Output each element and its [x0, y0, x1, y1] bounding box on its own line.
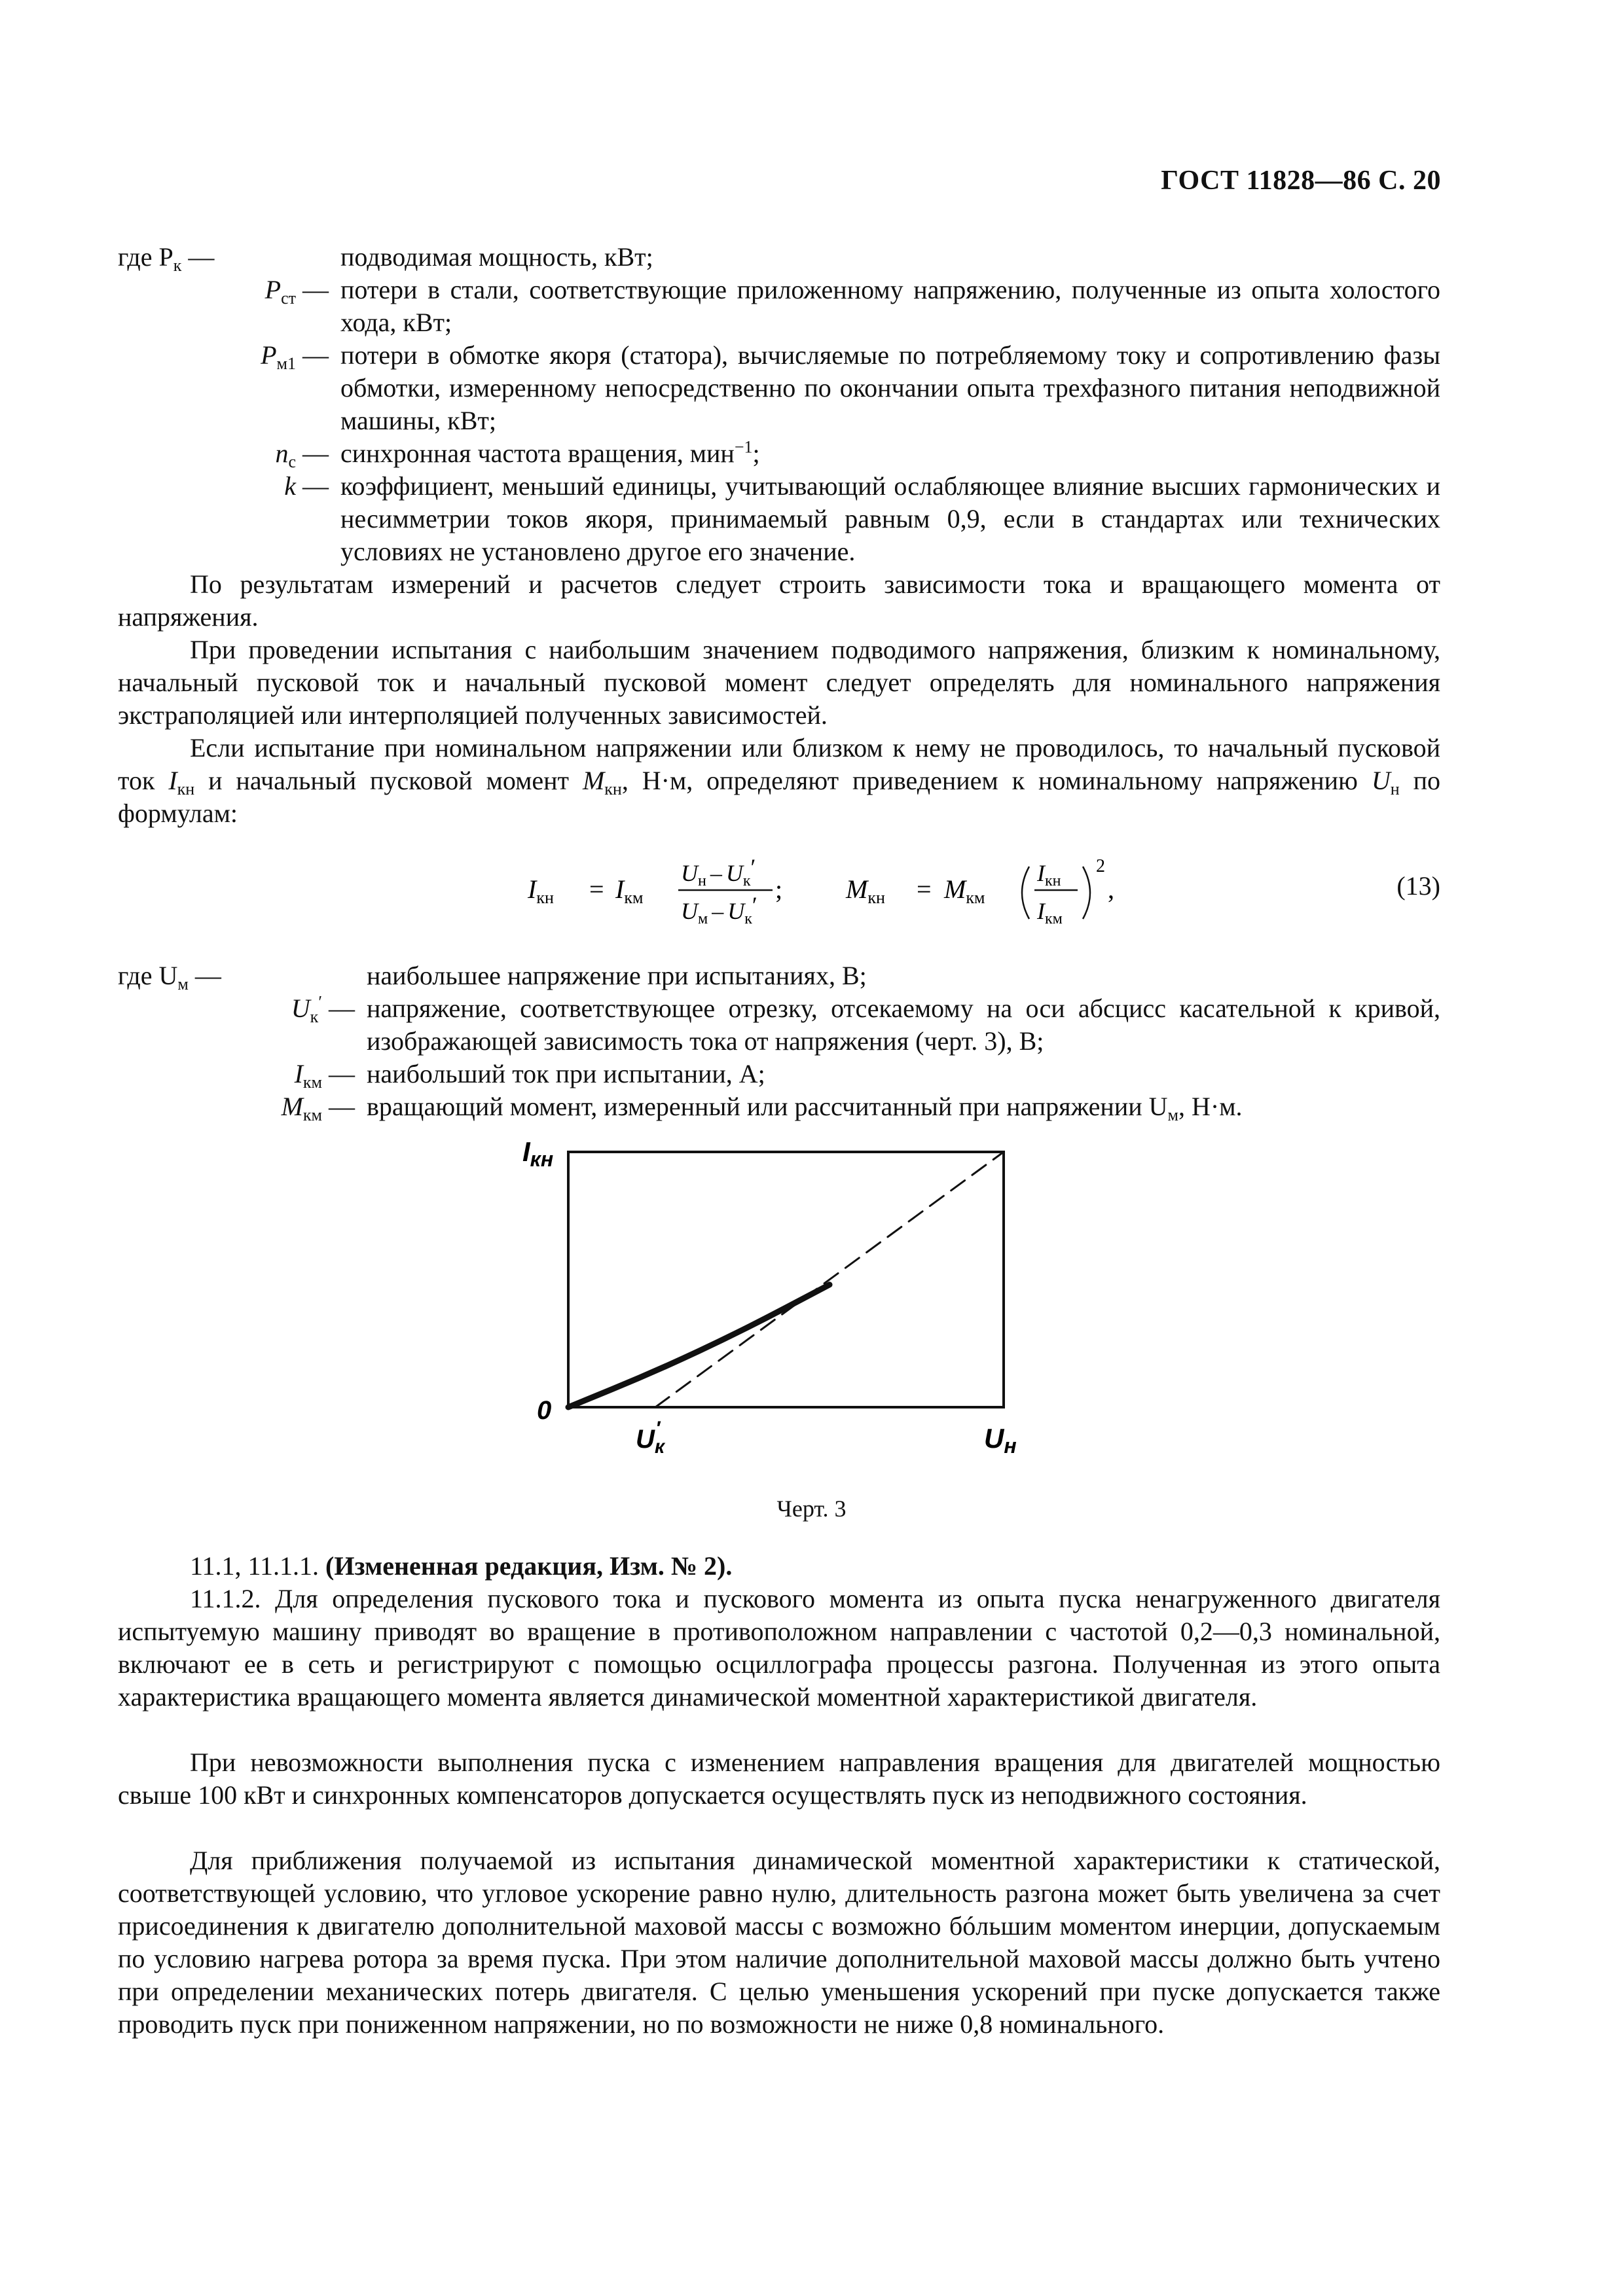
definition-row	[118, 339, 1440, 437]
definition-text: напряжение, соответствующее отрезку, отсекаемому на оси абсцисс касательной к кривой, изображающей зависимость тока от напряжения (черт. 3), В;	[367, 994, 1440, 1056]
chart-3	[517, 1132, 1041, 1473]
paragraph-test-max-voltage: При проведении испытания с наибольшим значением подводимого напряжения, близким к номинальному, начальный пусковой ток и начальный пусковой момент следует определять для номинального напряжения экстраполяцией или интерполяцией полученных зависимостей.	[118, 635, 1440, 730]
svg-text:2: 2	[1096, 856, 1105, 876]
tangent-line-dashed	[655, 1152, 1004, 1407]
definition-term: где $P_к$ —	[118, 242, 215, 275]
paragraph-amendment: 11.1, 11.1.1. (Измененная редакция, Изм. № 2).	[190, 1551, 733, 1581]
paragraph-flywheel: Для приближения получаемой из испытания динамической моментной характеристики к статической, соответствующей условию, что угловое ускорение равно нулю, длительность разгона может быть увеличена за счет присоединения к двигателю дополнительной маховой массы с возможно бóльшим моментом инерции, допускаемым по условию нагрева ротора за время пуска. При этом наличие дополнительной маховой массы должно быть учтено при определении механических потерь двигателя. С целью уменьшения ускорений при пуске допускается также проводить пуск при пониженном напряжении, но по возможности не ниже 0,8 номинального.	[118, 1846, 1440, 2039]
definition-text: синхронная частота вращения, мин$^{-1}$;	[340, 437, 760, 468]
definition-row	[118, 241, 1440, 274]
figure-caption: Черт. 3	[776, 1496, 847, 1522]
definition-row	[118, 960, 1440, 992]
definition-term: $M_{км}$ —	[281, 1092, 355, 1124]
formula-graphic	[118, 842, 1440, 940]
svg-text:=: =	[589, 874, 604, 904]
series-layer	[568, 1152, 1004, 1407]
definition-term: $I_{км}$ —	[294, 1059, 355, 1092]
definitions-list-2	[118, 960, 1440, 1123]
paragraph-reduction: Если испытание при номинальном напряжении или близком к нему не проводилось, то начальный пусковой ток $I_{кн}$ и начальный пусковой момент $M_{кн}$, Н·м, определяют приведением к номинальному напряжению $U_н$ по формулам:	[118, 733, 1440, 828]
svg-text:Uн–Uк′: Uн – Uк′	[681, 854, 756, 889]
definition-text: наибольший ток при испытании, А;	[367, 1059, 765, 1088]
definition-term: где $U_м$ —	[118, 961, 221, 994]
definition-row	[118, 437, 1440, 470]
y-axis-label: Iкн	[522, 1136, 554, 1171]
definitions-list-1	[118, 241, 1440, 568]
definition-text: коэффициент, меньший единицы, учитывающий ослабляющее влияние высших гармонических и несимметрии токов якоря, принимаемый равным 0,9, если в стандартах или технических условиях не установлено другое его значение.	[340, 471, 1440, 566]
svg-text:,: ,	[1108, 874, 1114, 904]
definition-term: $P_{ст}$ —	[264, 275, 329, 308]
svg-text:Iкм: $I_{км}$	[615, 874, 644, 907]
current-voltage-curve	[568, 1285, 830, 1407]
definition-term: $n_с$ —	[275, 439, 329, 471]
svg-text:Mкм: $M_{км}$	[944, 874, 985, 907]
definition-text: потери в стали, соответствующие приложенному напряжению, полученные из опыта холостого хода, кВт;	[340, 275, 1440, 337]
x-axis-label: Uн	[984, 1423, 1017, 1458]
svg-text:=: =	[917, 874, 932, 904]
chart-svg	[517, 1132, 1041, 1473]
paragraph-11-1-2: 11.1.2. Для определения пускового тока и пускового момента из опыта пуска ненагруженного двигателя испытуемую машину приводят во вращение в противоположном направлении с частотой 0,2—0,3 номинальной, включают ее в сеть и регистрируют с помощью осциллографа процессы разгона. Полученная из этого опыта характеристика вращающего момента является динамической моментной характеристикой двигателя.	[118, 1584, 1440, 1712]
page-header: ГОСТ 11828—86 С. 20	[1161, 166, 1441, 196]
definition-row	[118, 274, 1440, 339]
definition-term: k —	[284, 471, 329, 501]
definition-text: подводимая мощность, кВт;	[340, 242, 653, 272]
definition-term: $U_к'$ —	[291, 992, 355, 1026]
svg-text:Uм–Uк′: Uм – Uк′	[681, 892, 757, 927]
svg-text:;: ;	[775, 874, 783, 904]
x-tick-label-uk: $U_к'$	[636, 1418, 665, 1458]
definition-row	[118, 992, 1440, 1058]
paragraph-stationary-start: При невозможности выполнения пуска с изменением направления вращения для двигателей мощностью свыше 100 кВт и синхронных компенсаторов допускается осуществлять пуск из неподвижного состояния.	[118, 1748, 1440, 1810]
definition-term: $P_{м1}$ —	[261, 340, 329, 373]
svg-text:Mкн: $M_{кн}$	[846, 874, 885, 907]
definition-text: вращающий момент, измеренный или рассчитанный при напряжении $U_м$, Н·м.	[367, 1092, 1243, 1124]
definition-row	[118, 470, 1440, 568]
origin-label: 0	[537, 1396, 552, 1425]
svg-text:Iкм: Iкм	[1037, 898, 1063, 927]
equation-number: (13)	[1396, 871, 1440, 901]
svg-text:Iкн: Iкн	[1037, 860, 1061, 889]
definition-text: потери в обмотке якоря (статора), вычисляемые по потребляемому току и сопротивлению фазы обмотки, измеренному непосредственно по окончании опыта трехфазного питания неподвижной машины, кВт;	[340, 340, 1440, 435]
formula-13	[118, 842, 1440, 940]
definition-row	[118, 1090, 1440, 1123]
paragraph-results: По результатам измерений и расчетов следует строить зависимости тока и вращающего момента от напряжения.	[118, 569, 1440, 632]
definition-row	[118, 1058, 1440, 1090]
plot-frame	[568, 1152, 1004, 1407]
svg-text:Iкн: $I_{кн}$	[528, 874, 554, 907]
definition-text: наибольшее напряжение при испытаниях, В;	[367, 961, 867, 990]
